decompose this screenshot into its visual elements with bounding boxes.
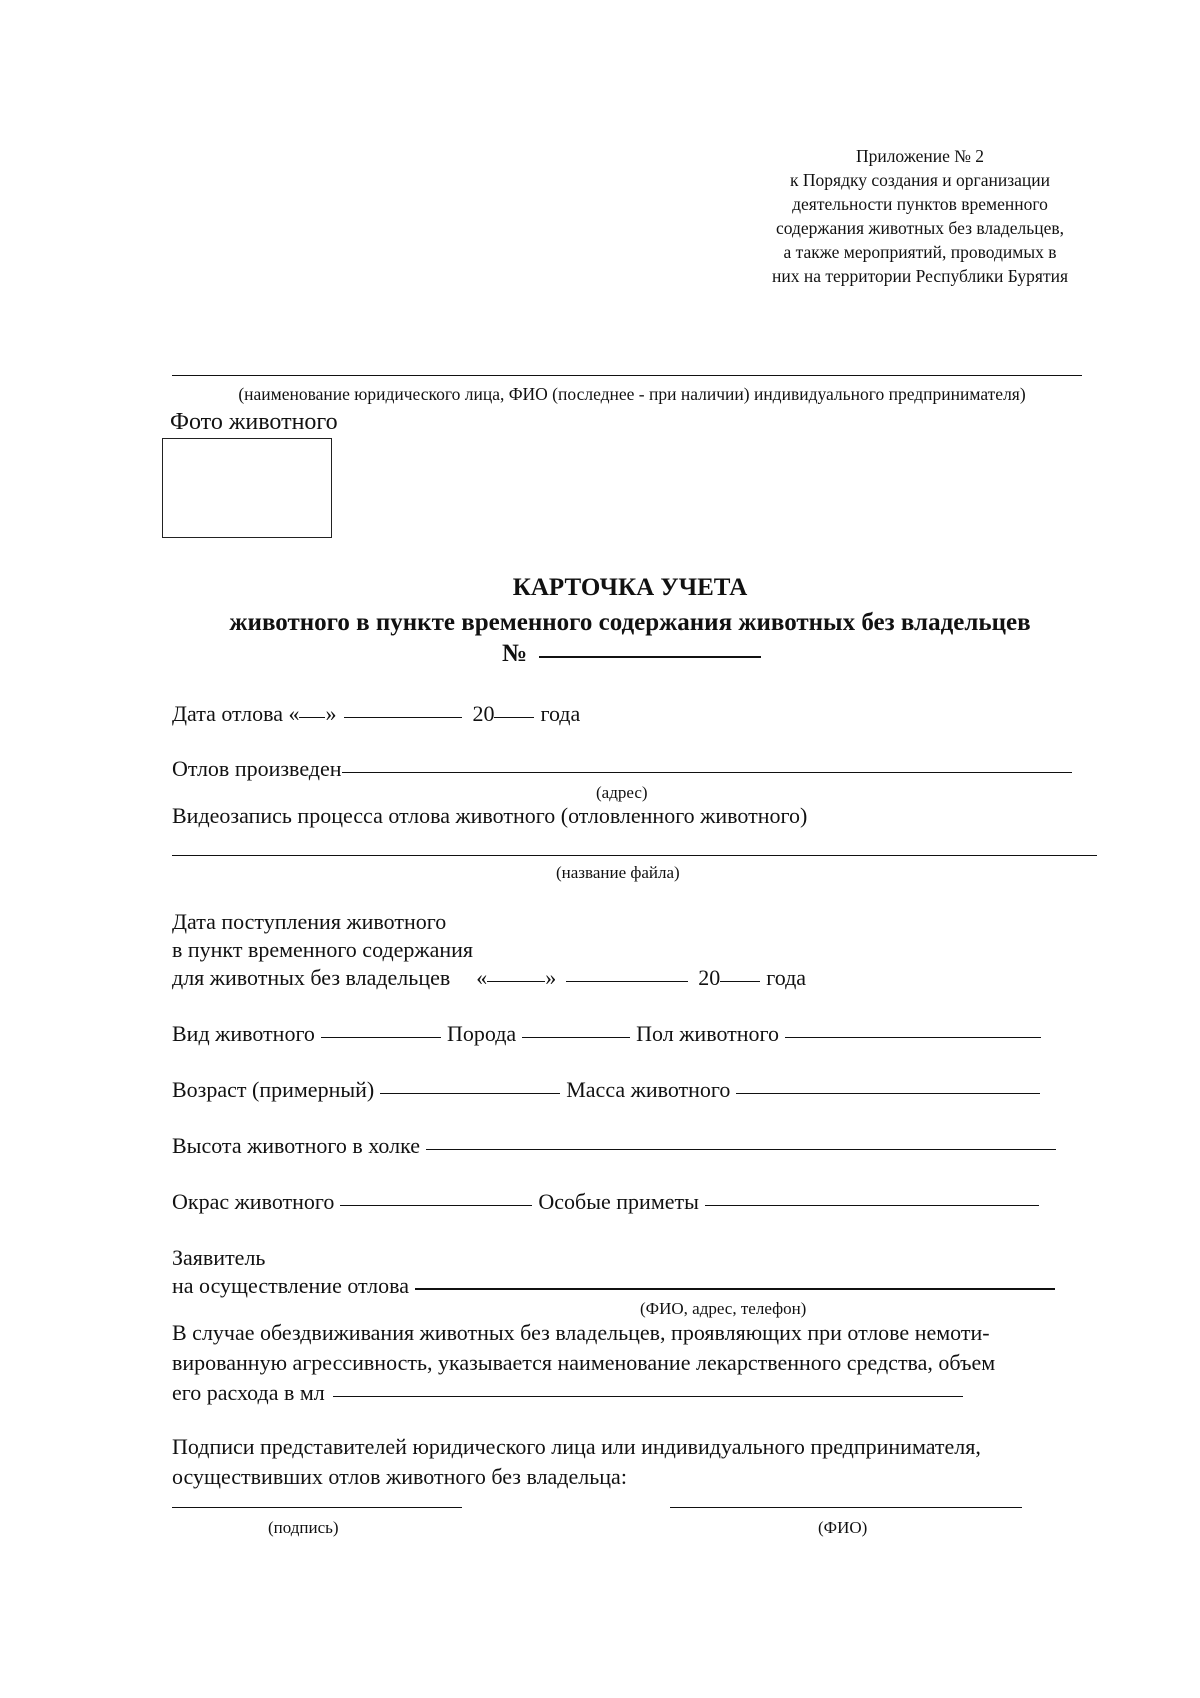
breed-label: Порода (446, 1021, 517, 1046)
signatures-text (172, 1432, 1092, 1492)
card-number-label: № (502, 640, 528, 667)
breed-field[interactable] (522, 1036, 630, 1038)
appendix-line: деятельности пунктов временного (792, 194, 1048, 214)
capture-year-field[interactable] (494, 716, 534, 718)
applicant-line1 (172, 1245, 265, 1271)
applicant-label-2: на осуществление отлова (172, 1273, 409, 1298)
appendix-line: Приложение № 2 (855, 146, 985, 166)
immobilization-text (172, 1318, 1092, 1408)
capture-date-row (172, 701, 580, 727)
card-number-field[interactable] (539, 655, 761, 658)
immobilization-line-3: его расхода в мл (172, 1380, 325, 1405)
immobilization-line-3-row (172, 1378, 1092, 1408)
arrival-quote-open: « (476, 965, 488, 990)
arrival-line1 (172, 909, 446, 935)
sex-field[interactable] (785, 1036, 1041, 1038)
applicant-caption: (ФИО, адрес, телефон) (640, 1299, 807, 1318)
appendix-line: а также мероприятий, проводимых в (783, 242, 1057, 262)
species-row (172, 1021, 1041, 1047)
color-field[interactable] (340, 1204, 532, 1206)
capture-address-field[interactable] (342, 771, 1072, 773)
arrival-line2 (172, 937, 473, 963)
capture-date-quote: » (325, 701, 337, 726)
capture-by-label: Отлов произведен (172, 756, 342, 781)
color-row (172, 1189, 1039, 1215)
appendix-header (730, 144, 1110, 288)
org-name-caption: (наименование юридического лица, ФИО (последнее - при наличии) индивидуального предпринимателя) (238, 384, 1026, 404)
height-field[interactable] (426, 1148, 1056, 1150)
video-file-field[interactable] (172, 855, 1097, 856)
arrival-year-suffix: года (766, 965, 807, 990)
age-row (172, 1077, 1040, 1103)
height-row (172, 1133, 1056, 1159)
arrival-label-2: в пункт временного содержания (172, 937, 474, 962)
sex-label: Пол животного (636, 1021, 780, 1046)
age-label: Возраст (примерный) (172, 1077, 375, 1102)
capture-month-field[interactable] (344, 716, 462, 718)
fio-caption: (ФИО) (818, 1518, 868, 1537)
species-field[interactable] (321, 1036, 441, 1038)
species-label: Вид животного (172, 1021, 315, 1046)
card-subtitle: животного в пункте временного содержания животных без владельцев (229, 609, 1031, 636)
applicant-label-1: Заявитель (172, 1245, 266, 1270)
immobilization-line-1: В случае обездвиживания животных без владельцев, проявляющих при отлове немоти- (172, 1320, 990, 1345)
signatures-line-2: осуществивших отлов животного без владельца: (172, 1464, 627, 1489)
immobilization-line-2: вированную агрессивность, указывается наименование лекарственного средства, объем (172, 1350, 996, 1375)
fio-field[interactable] (670, 1507, 1022, 1508)
appendix-line: содержания животных без владельцев, (775, 218, 1065, 238)
video-row (172, 803, 807, 829)
signatures-line-1: Подписи представителей юридического лица или индивидуального предпринимателя, (172, 1434, 981, 1459)
photo-label: Фото животного (170, 409, 338, 435)
address-caption: (адрес) (596, 783, 648, 802)
arrival-quote-close: » (545, 965, 557, 990)
appendix-line: к Порядку создания и организации (790, 170, 1050, 190)
video-label: Видеозапись процесса отлова животного (отловленного животного) (172, 803, 808, 828)
age-field[interactable] (380, 1092, 560, 1094)
animal-photo-box[interactable] (162, 438, 332, 538)
mass-field[interactable] (736, 1092, 1040, 1094)
card-number (502, 640, 761, 668)
signature-caption: (подпись) (268, 1518, 339, 1537)
marks-field[interactable] (705, 1204, 1039, 1206)
capture-by-row (172, 756, 1072, 782)
height-label: Высота животного в холке (172, 1133, 421, 1158)
drug-volume-field[interactable] (333, 1395, 963, 1397)
marks-label: Особые приметы (538, 1189, 699, 1214)
color-label: Окрас животного (172, 1189, 335, 1214)
arrival-label-1: Дата поступления животного (172, 909, 447, 934)
mass-label: Масса животного (566, 1077, 731, 1102)
capture-year-prefix: 20 (472, 701, 495, 726)
arrival-year-prefix: 20 (698, 965, 721, 990)
arrival-month-field[interactable] (566, 980, 688, 982)
arrival-year-field[interactable] (720, 980, 760, 982)
video-file-caption: (название файла) (556, 863, 680, 882)
signature-field[interactable] (172, 1507, 462, 1508)
arrival-day-field[interactable] (487, 980, 545, 982)
appendix-line: них на территории Республики Бурятия (771, 266, 1069, 286)
capture-year-suffix: года (540, 701, 581, 726)
applicant-line2 (172, 1273, 1055, 1299)
applicant-field[interactable] (415, 1287, 1055, 1290)
arrival-label-3: для животных без владельцев (172, 965, 451, 990)
card-title: КАРТОЧКА УЧЕТА (512, 574, 748, 601)
arrival-line3 (172, 965, 806, 991)
capture-date-label: Дата отлова « (172, 701, 300, 726)
capture-day-field[interactable] (299, 716, 325, 718)
org-name-line[interactable] (172, 375, 1082, 376)
